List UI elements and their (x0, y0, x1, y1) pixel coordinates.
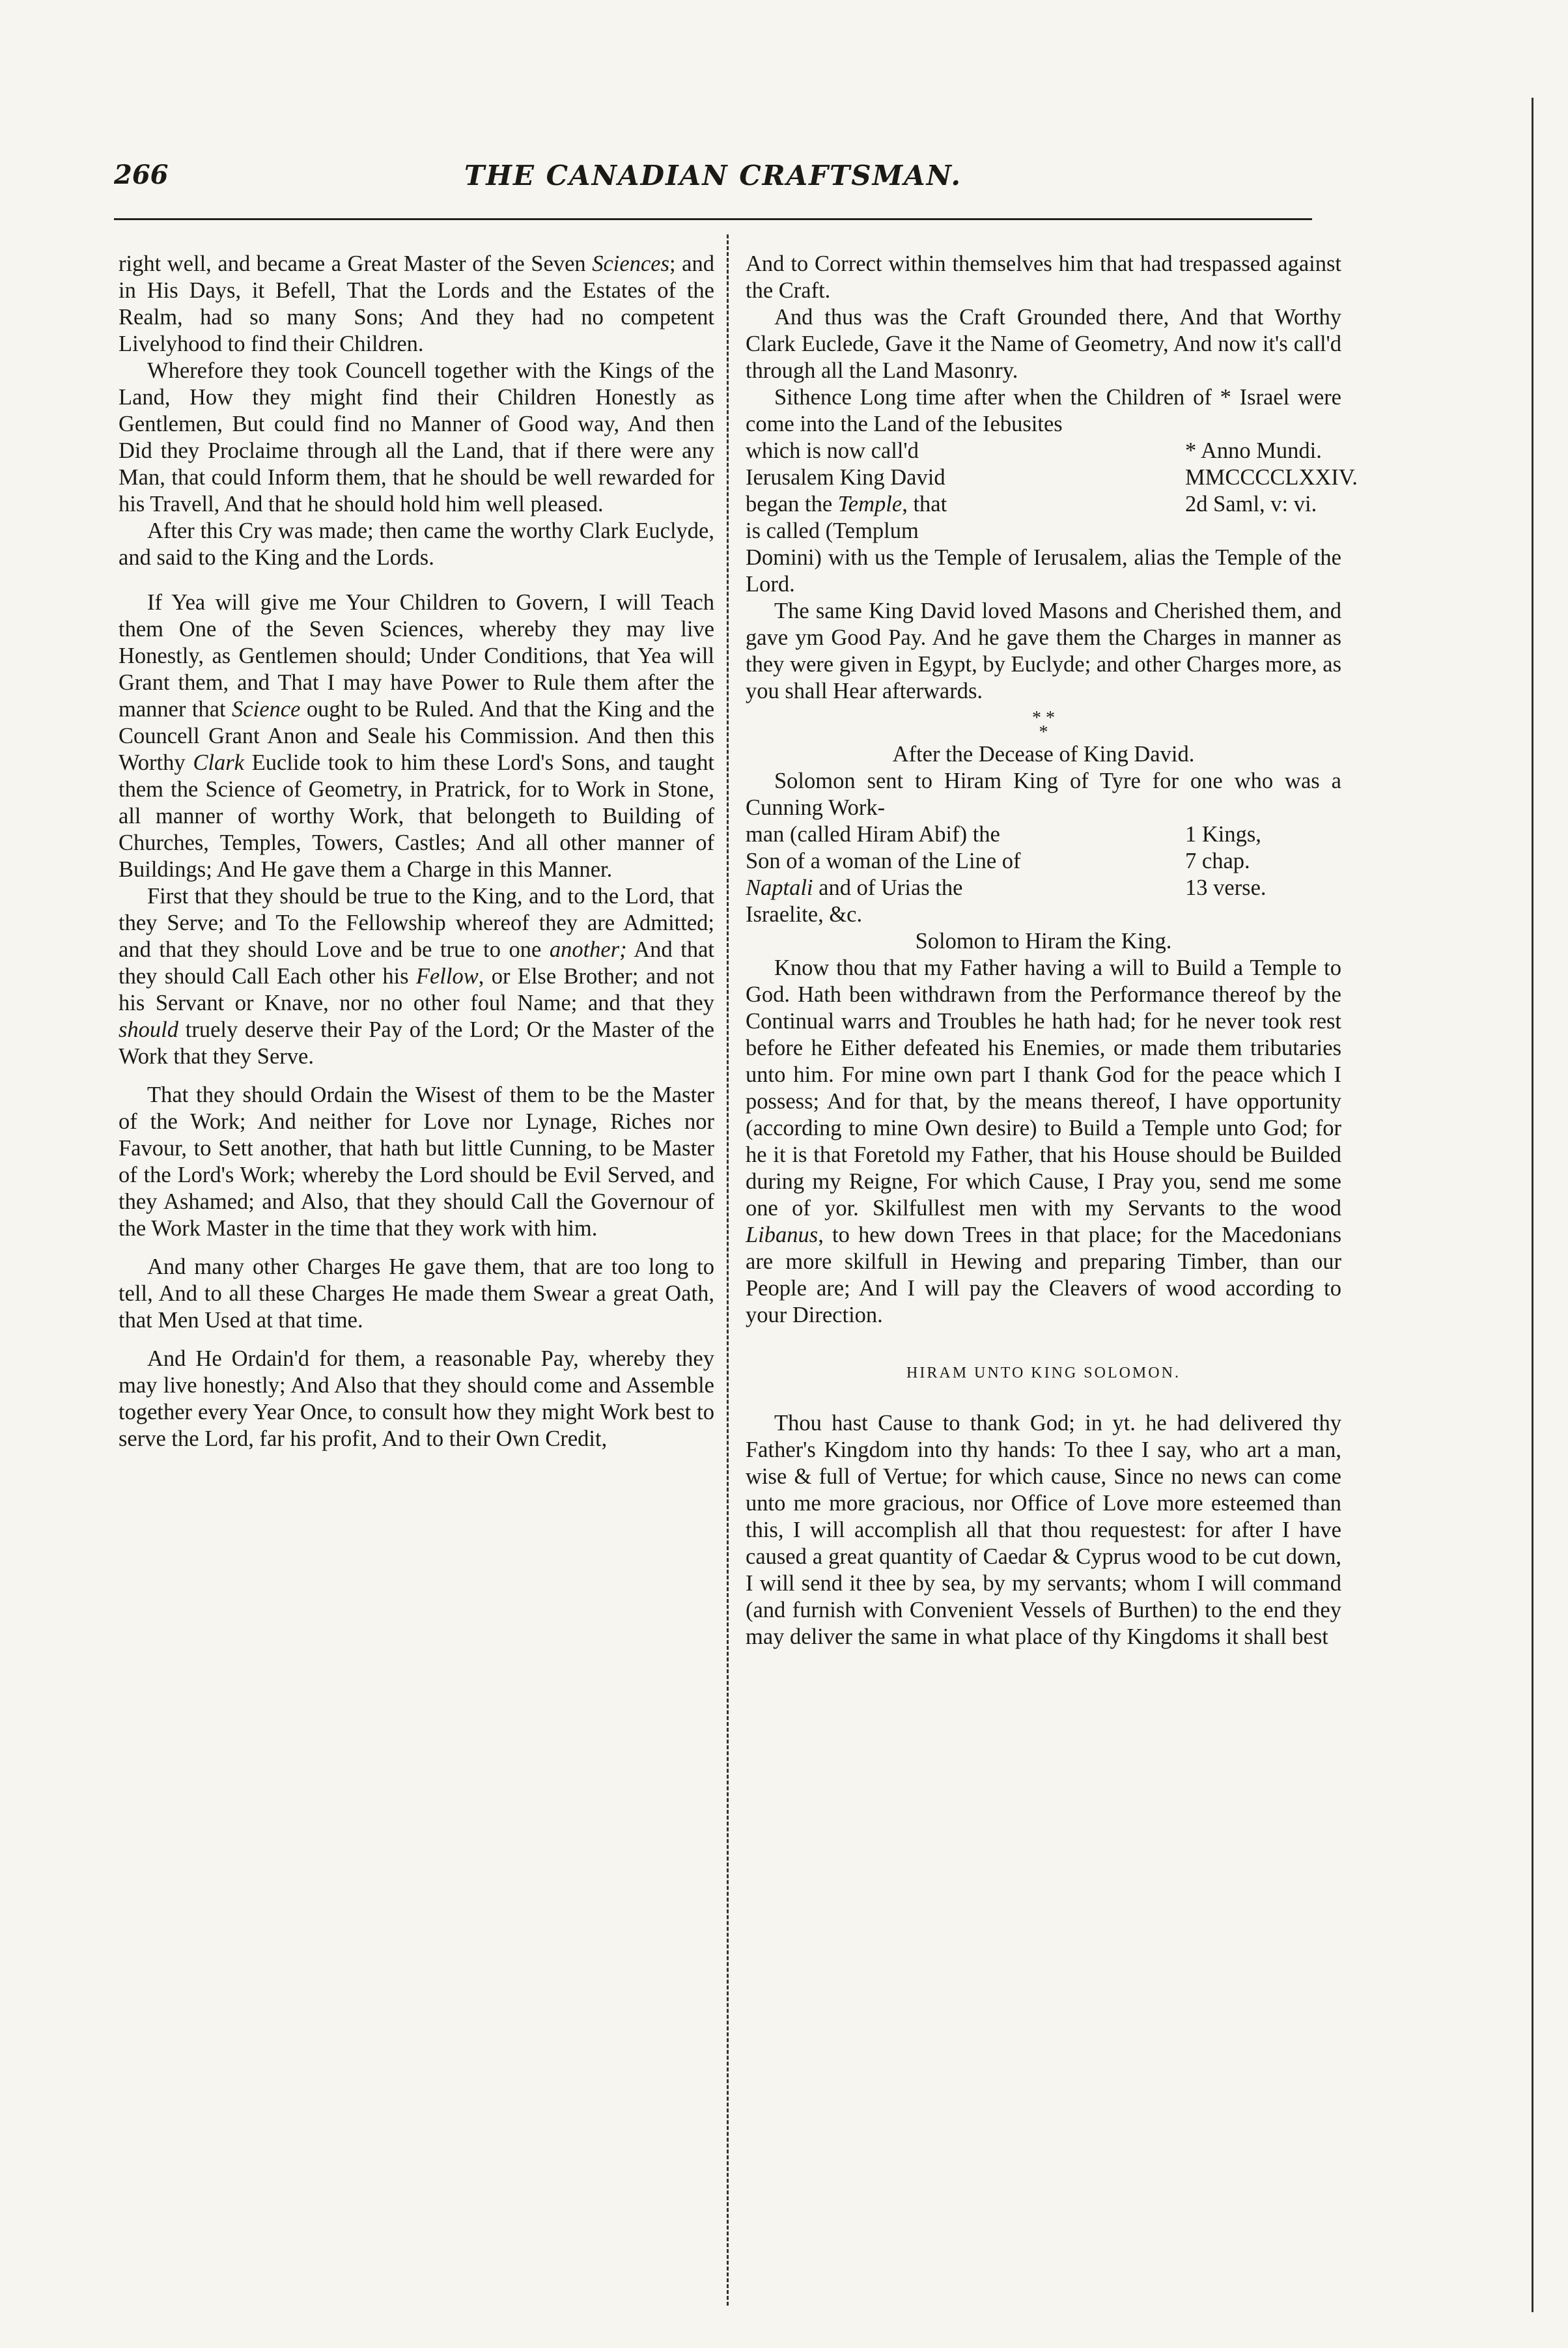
paragraph: right well, and became a Great Master of the Seven Sciences; and in His Days, it Befell, That the Lords and the Estates of the Realm, had so many Sons; And they had no competent Livelyhood to find their Children. (119, 251, 714, 356)
paragraph: Solomon sent to Hiram King of Tyre for one who was a Cunning Work- (746, 769, 1341, 820)
column-divider (727, 234, 729, 2306)
paragraph: First that they should be true to the King, and to the Lord, that they Serve; and To the Fellowship whereof they are Admitted; and that they should Love and be true to one another; And that they should Call Each other his Fellow, or Else Brother; and not his Servant or Knave, nor no other foul Name; and that they should truely deserve their Pay of the Lord; Or the Master of the Work that they Serve. (119, 884, 714, 1069)
paragraph: And to Correct within themselves him that had trespassed against the Craft. (746, 251, 1341, 303)
marginal-note: 1 Kings, 7 chap. 13 verse. (1185, 822, 1267, 900)
sidenote-block-anno-mundi (746, 438, 1358, 545)
section-heading: After the Decease of King David. (892, 742, 1195, 767)
left-column (119, 251, 714, 1452)
section-heading: Solomon to Hiram the King. (915, 929, 1172, 954)
paragraph: If Yea will give me Your Children to Govern, I will Teach them One of the Seven Sciences, whereby they may live Honestly, as Gentlemen should; Under Conditions, that Yea will Grant them, and That I may have Power to Rule them after the manner that Science ought to be Ruled. And that the King and the Councell Grant Anon and Seale his Commission. And then this Worthy Clark Euclide took to him these Lord's Sons, and taught them the Science of Geometry, in Pratrick, for to Work in Stone, all manner of worthy Work, that belongeth to Building of Churches, Temples, Towers, Castles; And all other manner of Buildings; And He gave them a Charge in this Manner. (119, 590, 715, 882)
page-number: 266 (114, 160, 169, 190)
right-column (746, 251, 1358, 1650)
paragraph: Sithence Long time after when the Children of * Israel were come into the Land of the Iebusites (746, 385, 1341, 436)
marginal-note: * Anno Mundi. MMCCCCLXXIV. 2d Saml, v: vi. (1185, 438, 1358, 516)
binding-edge-line (1532, 98, 1533, 2312)
paragraph: Wherefore they took Councell together with the Kings of the Land, How they might find their Children Honestly as Gentlemen, But could find no Manner of Good way, And then Did they Proclaime through all the Land, that if there were any Man, that could Inform them, that he should be well rewarded for his Travell, And that he should hold him well pleased. (119, 358, 714, 516)
paragraph: The same King David loved Masons and Cherished them, and gave ym Good Pay. And he gave them the Charges in manner as they were given in Egypt, by Euclyde; and other Charges more, as you shall Hear afterwards. (746, 599, 1341, 703)
paragraph: Thou hast Cause to thank God; in yt. he had delivered thy Father's Kingdom into thy hands: To thee I say, who art a man, wise & full of Vertue; for which cause, Since no news can come unto me more gracious, nor Office of Love more esteemed than this, I will accomplish all that thou requestest: for after I have caused a great quantity of Caedar & Cyprus wood to be cut down, I will send it thee by sea, by my servants; whom I will command (and furnish with Convenient Vessels of Burthen) to the end they may deliver the same in what place of thy Kingdoms it shall best (746, 1411, 1341, 1649)
sidenote-main-text: which is now call'd Ierusalem King David began the Temple, that is called (Templum (746, 438, 947, 543)
running-title: THE CANADIAN CRAFTSMAN. (464, 160, 962, 191)
sidenote-main-text: man (called Hiram Abif) the Son of a woman of the Line of Naptali and of Urias the (746, 822, 1021, 900)
paragraph: And He Ordain'd for them, a reasonable Pay, whereby they may live honestly; And Also that they should come and Assemble together every Year Once, to consult how they might Work best to serve the Lord, far his profit, And to their Own Credit, (119, 1346, 714, 1451)
paragraph: That they should Ordain the Wisest of them to be the Master of the Work; And neither for Love nor Lynage, Riches nor Favour, to Sett another, that hath but little Cunning, to be Master of the Lord's Work; whereby the Lord should be Evil Served, and they Ashamed; and Also, that they should Call the Governour of the Work Master in the time that they work with him. (119, 1082, 714, 1241)
paragraph: And many other Charges He gave them, that are too long to tell, And to all these Charges He made them Swear a great Oath, that Men Used at that time. (119, 1254, 714, 1333)
paragraph: Know thou that my Father having a will to Build a Temple to God. Hath been withdrawn from the Performance thereof by the Continual warrs and Troubles he hath had; for he never took rest before he Either defeated his Enemies, or made them tributaries unto him. For mine own part I thank God for the peace which I possess; And for that, by the means thereof, I have opportunity (according to mine Own desire) to Build a Temple unto God; for he it is that Foretold my Father, that his House should be Builded during my Reigne, For which Cause, I Pray you, send me some one of yor. Skilfullest men with my Servants to the wood Libanus, to hew down Trees in that place; for the Macedonians are more skilfull in Hewing and preparing Timber, than our People are; And I will pay the Cleavers of wood according to your Direction. (746, 955, 1341, 1327)
sidenote-block-kings (746, 821, 1341, 901)
page-edge-binding (1517, 0, 1568, 2348)
page-header (114, 160, 1312, 205)
section-heading-hiram: HIRAM UNTO KING SOLOMON. (906, 1365, 1181, 1381)
paragraph: Domini) with us the Temple of Ierusalem, alias the Temple of the Lord. (746, 545, 1341, 597)
paragraph: Israelite, &c. (746, 902, 863, 927)
section-stars: * * * (1032, 708, 1055, 743)
paragraph: After this Cry was made; then came the worthy Clark Euclyde, and said to the King and the Lords. (119, 518, 714, 570)
header-rule (114, 218, 1312, 220)
paragraph: And thus was the Craft Grounded there, And that Worthy Clark Euclede, Gave it the Name of Geometry, And now it's call'd through all the Land Masonry. (746, 305, 1341, 383)
